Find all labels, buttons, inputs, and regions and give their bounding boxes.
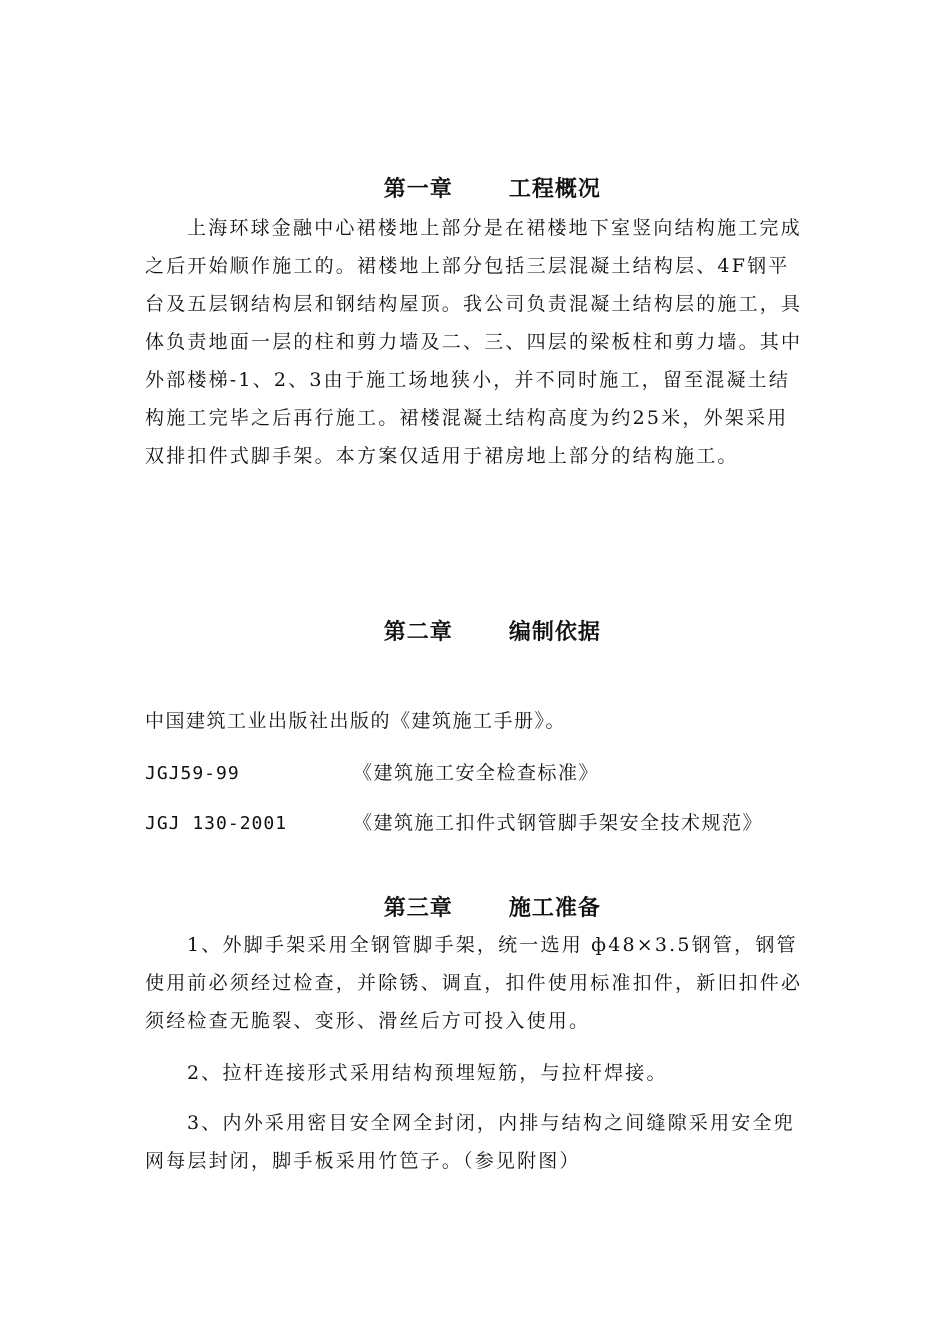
reference-title: 《建筑施工扣件式钢管脚手架安全技术规范》 <box>353 812 764 834</box>
chapter-1-paragraph: 上海环球金融中心裙楼地上部分是在裙楼地下室竖向结构施工完成之后开始顺作施工的。裙楼地上部分包括三层混凝土结构层、4F钢平台及五层钢结构层和钢结构屋顶。我公司负责混凝土结构层的施工，具体负责地面一层的柱和剪力墙及二、三、四层的梁板柱和剪力墙。其中外部楼梯-1、2、3由于施工场地狭小，并不同时施工，留至混凝土结构施工完毕之后再行施工。裙楼混凝土结构高度为约25米，外架采用双排扣件式脚手架。本方案仅适用于裙房地上部分的结构施工。 <box>145 217 803 467</box>
reference-line-2 <box>145 758 599 785</box>
reference-title: 《建筑施工安全检查标准》 <box>353 762 600 784</box>
reference-line-3 <box>145 808 763 835</box>
preparation-item-3: 3、内外采用密目安全网全封闭，内排与结构之间缝隙采用安全兜网每层封闭，脚手板采用竹笆子。（参见附图） <box>145 1112 795 1172</box>
reference-code: JGJ 130-2001 <box>145 813 288 834</box>
chapter-1-number: 第一章 <box>383 177 453 202</box>
reference-title: 中国建筑工业出版社出版的《建筑施工手册》。 <box>145 710 567 732</box>
chapter-2-number: 第二章 <box>383 620 453 645</box>
chapter-1-title: 工程概况 <box>508 177 601 202</box>
preparation-item-1: 1、外脚手架采用全钢管脚手架，统一选用 ф48×3.5钢管，钢管使用前必须经过检查，并除锈、调直，扣件使用标准扣件，新旧扣件必须经检查无脆裂、变形、滑丝后方可投入使用。 <box>145 934 803 1032</box>
reference-code: JGJ59-99 <box>145 763 240 784</box>
chapter-2-title: 编制依据 <box>508 620 601 645</box>
chapter-2-heading <box>0 590 950 671</box>
chapter-3-title: 施工准备 <box>508 896 601 921</box>
reference-line-1 <box>145 706 566 733</box>
chapter-3-number: 第三章 <box>383 896 453 921</box>
preparation-item-2: 2、拉杆连接形式采用结构预埋短筋，与拉杆焊接。 <box>187 1062 668 1084</box>
